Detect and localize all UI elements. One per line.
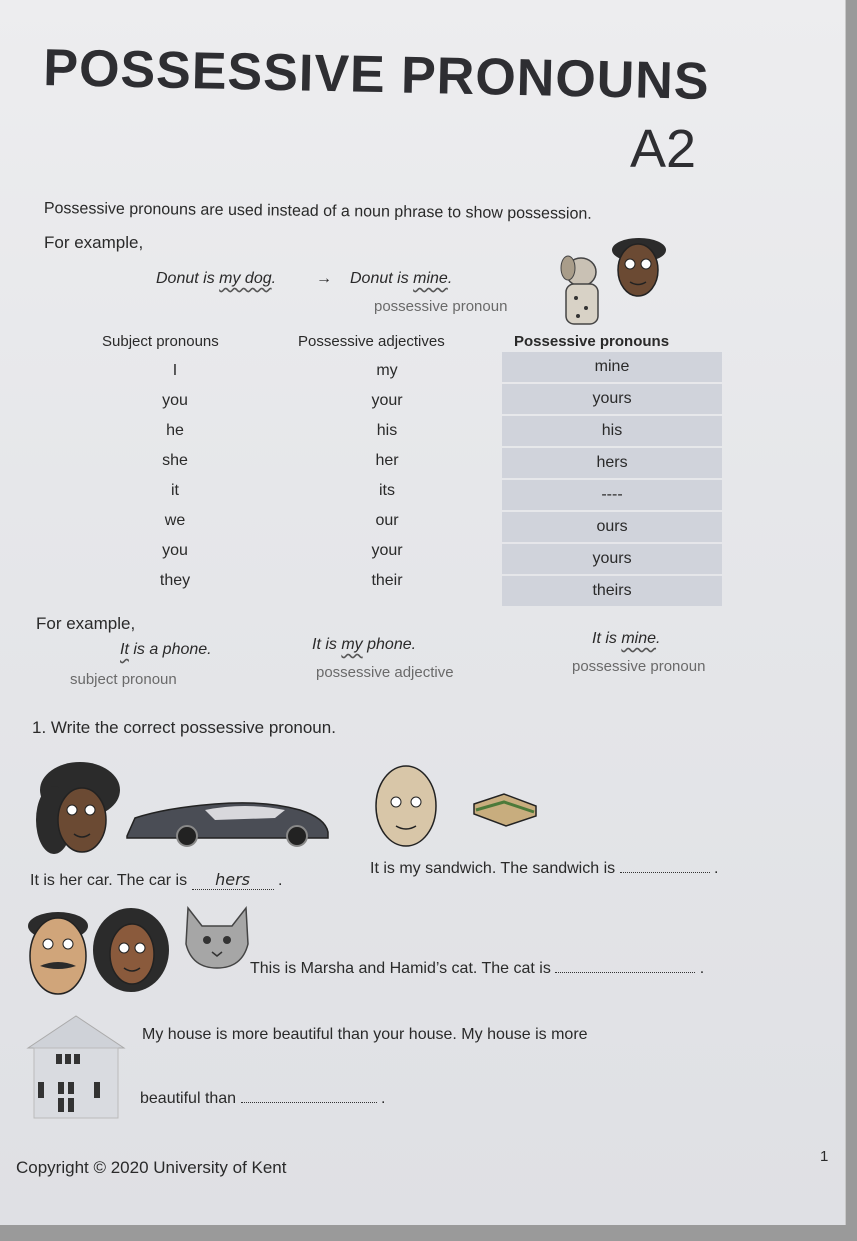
example2-b-word: my	[341, 636, 363, 653]
example2-a-rest: is a phone.	[128, 641, 212, 658]
level-label: A2	[630, 119, 697, 179]
woman-face-icon-2	[92, 906, 170, 992]
possessive-pronoun-cell: ours	[502, 512, 722, 542]
table-header-adjectives: Possessive adjectives	[298, 333, 445, 350]
example1-right-pre: Donut is	[350, 270, 414, 287]
example2-c-word: mine	[621, 630, 657, 647]
possessive-pronoun-cell: hers	[502, 448, 722, 478]
example1-label: possessive pronoun	[374, 298, 508, 315]
example2-label-adjective: possessive adjective	[316, 664, 454, 681]
sentence-3-text: This is Marsha and Hamid’s cat. The cat is	[250, 960, 556, 977]
example2-label-pronoun: possessive pronoun	[572, 658, 706, 675]
subject-pronoun-cell: she	[162, 452, 188, 469]
example1-left-my: my dog	[219, 270, 272, 287]
example2-b-rest: phone.	[362, 636, 417, 653]
arrow-icon: →	[316, 270, 332, 287]
subject-pronoun-cell: he	[166, 422, 184, 439]
example2-c-rest: .	[656, 630, 661, 647]
possessive-pronoun-cell: theirs	[502, 576, 722, 606]
possessive-adjective-cell: your	[371, 392, 403, 409]
sentence-3-end: .	[695, 960, 705, 977]
subject-pronoun-column	[120, 356, 230, 596]
sentence-3	[250, 958, 704, 978]
subject-pronoun-cell: it	[171, 482, 179, 499]
subject-pronoun-cell: I	[172, 362, 178, 379]
example2-label-subject: subject pronoun	[70, 671, 177, 688]
answer-blank-2[interactable]	[620, 858, 710, 873]
sentence-1	[30, 870, 282, 890]
intro-text: Possessive pronouns are used instead of a noun phrase to show possession.	[43, 200, 592, 223]
possessive-adjective-cell: your	[371, 542, 403, 559]
example2-adjective	[312, 636, 416, 654]
house-icon	[24, 1012, 128, 1120]
possessive-pronoun-cell: mine	[502, 352, 722, 382]
sentence-5	[140, 1088, 385, 1108]
possessive-adjective-cell: its	[379, 482, 395, 499]
car-icon	[125, 796, 330, 844]
sentence-1-end: .	[273, 872, 283, 889]
possessive-adjective-cell: my	[376, 362, 398, 379]
subject-pronoun-cell: you	[162, 392, 188, 409]
possessive-adjective-column	[322, 356, 452, 596]
boy-face-icon	[610, 236, 668, 298]
sentence-2	[370, 858, 718, 878]
example1-right-end: .	[447, 270, 453, 287]
page-title: POSSESSIVE PRONOUNS	[42, 38, 711, 111]
sentence-2-text: It is my sandwich. The sandwich is	[370, 860, 620, 877]
possessive-adjective-cell: their	[371, 572, 403, 589]
answer-blank-1[interactable]: hers	[192, 870, 274, 890]
subject-pronoun-cell: they	[159, 572, 191, 589]
example2-pronoun	[592, 630, 660, 648]
table-header-pronouns: Possessive pronouns	[514, 333, 670, 350]
example1-right-word: mine	[413, 270, 448, 287]
possessive-pronoun-cell: ----	[502, 480, 722, 510]
bald-man-face-icon	[372, 764, 440, 848]
example1-left-pre: Donut is	[156, 270, 220, 287]
example2-subject	[120, 641, 212, 659]
possessive-adjective-cell: her	[375, 452, 399, 469]
possessive-pronoun-cell: his	[502, 416, 722, 446]
example1-right	[350, 270, 452, 288]
sentence-5-end: .	[376, 1090, 386, 1107]
example1-left-end: .	[271, 270, 277, 287]
for-example-label-2: For example,	[36, 614, 136, 633]
possessive-pronoun-cell: yours	[502, 384, 722, 414]
for-example-label: For example,	[44, 233, 144, 252]
possessive-pronoun-column	[502, 352, 722, 608]
dog-icon	[556, 252, 606, 328]
sentence-4: My house is more beautiful than your house. My house is more	[142, 1026, 588, 1043]
possessive-adjective-cell: his	[376, 422, 398, 439]
subject-pronoun-cell: you	[162, 542, 188, 559]
page-number: 1	[820, 1148, 829, 1165]
example1-left	[156, 270, 276, 288]
cat-icon	[180, 904, 254, 970]
example2-b-pre: It is	[312, 636, 342, 653]
man-face-icon	[24, 910, 92, 996]
sentence-2-end: .	[709, 860, 719, 877]
sandwich-icon	[470, 790, 540, 830]
exercise-heading: 1. Write the correct possessive pronoun.	[32, 718, 336, 737]
subject-pronoun-cell: we	[164, 512, 186, 529]
table-header-subject: Subject pronouns	[102, 333, 219, 350]
copyright: Copyright © 2020 University of Kent	[16, 1158, 287, 1177]
possessive-adjective-cell: our	[375, 512, 399, 529]
sentence-1-text: It is her car. The car is	[30, 872, 192, 889]
answer-blank-4[interactable]	[241, 1088, 377, 1103]
example2-a-word: It	[120, 641, 129, 658]
possessive-pronoun-cell: yours	[502, 544, 722, 574]
example2-c-pre: It is	[592, 630, 622, 647]
sentence-5-text: beautiful than	[140, 1090, 241, 1107]
woman-face-icon	[32, 760, 122, 860]
answer-blank-3[interactable]	[555, 958, 695, 973]
